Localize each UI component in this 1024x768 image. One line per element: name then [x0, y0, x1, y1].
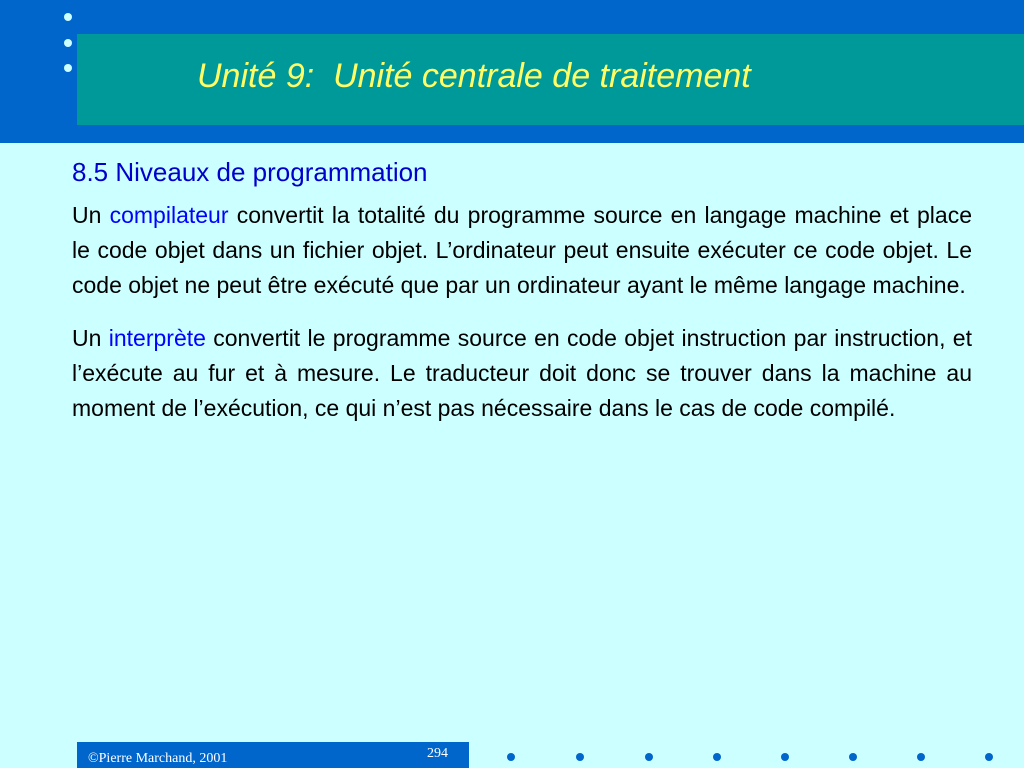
title-box	[77, 34, 1024, 125]
footer-bar	[77, 742, 469, 768]
term-compilateur: compilateur	[109, 202, 229, 228]
decorative-dot	[576, 753, 584, 761]
decorative-dot	[713, 753, 721, 761]
decorative-dot	[849, 753, 857, 761]
decorative-dot	[64, 13, 72, 21]
decorative-dot	[781, 753, 789, 761]
term-interprete: interprète	[108, 325, 206, 351]
decorative-dot	[64, 39, 72, 47]
page-number: 294	[427, 746, 448, 761]
paragraph-interpreter	[72, 321, 972, 426]
slide-body	[72, 152, 972, 444]
decorative-dot	[64, 64, 72, 72]
decorative-dot	[985, 753, 993, 761]
paragraph-text: convertit la totalité du programme source en langage machine et place le code objet dans un fichier objet. L’ordinateur peut ensuite exécuter ce code objet. Le code objet ne peut être exécuté que par un ordinateur ayant le même langage machine.	[72, 202, 973, 298]
section-heading: 8.5 Niveaux de programmation	[72, 157, 428, 187]
paragraph-text: Un	[72, 202, 110, 228]
slide-title: Unité 9: Unité centrale de traitement	[197, 57, 751, 95]
decorative-dot	[645, 753, 653, 761]
decorative-dot	[507, 753, 515, 761]
paragraph-compiler	[72, 198, 972, 303]
copyright-text: ©Pierre Marchand, 2001	[88, 751, 228, 766]
paragraph-text: convertit le programme source en code objet instruction par instruction, et l’exécute au fur et à mesure. Le traducteur doit donc se trouver dans la machine au moment de l’exécution, ce qui n’est pas nécessaire dans le cas de code compilé.	[72, 325, 972, 421]
decorative-dot	[917, 753, 925, 761]
paragraph-text: Un	[72, 325, 109, 351]
